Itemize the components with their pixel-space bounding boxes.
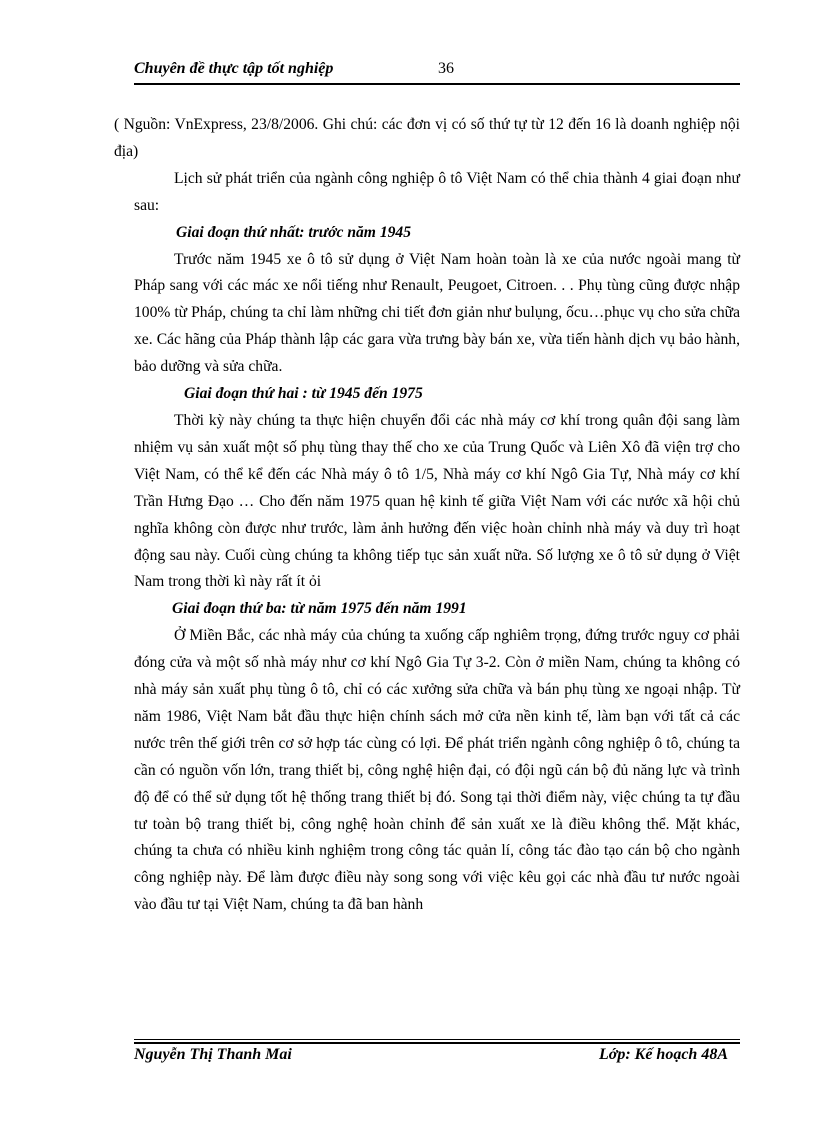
class-name: Lớp: Kế hoạch 48A	[598, 1046, 728, 1063]
stage2-heading: Giai đoạn thứ hai : từ 1945 đến 1975	[184, 385, 423, 403]
footer-divider-thick	[134, 1042, 740, 1044]
footer-divider-thin	[134, 1039, 740, 1040]
stage3-paragraph: Ở Miền Bắc, các nhà máy của chúng ta xuống cấp nghiêm trọng, đứng trước nguy cơ phải đóng cửa và một số nhà máy như cơ khí Ngô Gia Tự 3-2. Còn ở miền Nam, chúng ta không có nhà máy sản xuất phụ tùng ô tô, chỉ có các xưởng sửa chữa và bán phụ tùng xe ngoại nhập. Từ năm 1986, Việt Nam bắt đầu thực hiện chính sách mở cửa nền kinh tế, làm bạn với tất cả các nước trên thế giới trên cơ sở hợp tác cùng có lợi. Để phát triển ngành công nghiệp ô tô, chúng ta cần có nguồn vốn lớn, trang thiết bị, công nghệ hiện đại, có đội ngũ cán bộ đủ năng lực và trình độ để có thể sử dụng tốt hệ thống trang thiết bị đó. Song tại thời điểm này, việc chúng ta tự đầu tư toàn bộ trang thiết bị, công nghệ hoàn chỉnh để sản xuất xe là điều không thể. Mặt khác, chúng ta chưa có nhiều kinh nghiệm trong công tác quản lí, công tác đào tạo cán bộ cho ngành công nghiệp này. Để làm được điều này song song với việc kêu gọi các nhà đầu tư nước ngoài vào đầu tư tại Việt Nam, chúng ta đã ban hành	[134, 627, 740, 914]
stage3-heading: Giai đoạn thứ ba: từ năm 1975 đến năm 1991	[172, 600, 467, 618]
page-number: 36	[438, 60, 454, 77]
page-footer	[134, 1046, 740, 1068]
page-header	[134, 60, 740, 82]
header-divider	[134, 83, 740, 85]
document-title: Chuyên đề thực tập tốt nghiệp	[134, 60, 334, 77]
page-body	[114, 112, 740, 919]
stage1-paragraph: Trước năm 1945 xe ô tô sử dụng ở Việt Nam hoàn toàn là xe của nước ngoài mang từ Pháp sang với các mác xe nổi tiếng như Renault, Peugoet, Citroen. . . Phụ tùng cũng được nhập 100% từ Pháp, chúng ta chỉ làm những chi tiết đơn giản như bulụng, ốcu…phục vụ cho sửa chữa xe. Các hãng của Pháp thành lập các gara vừa trưng bày bán xe, vừa tiến hành dịch vụ bảo hành, bảo dưỡng và sửa chữa.	[134, 250, 740, 376]
source-note: ( Nguồn: VnExpress, 23/8/2006. Ghi chú: các đơn vị có số thứ tự từ 12 đến 16 là doanh nghiệp nội địa)	[114, 116, 740, 160]
intro-paragraph: Lịch sử phát triển của ngành công nghiệp ô tô Việt Nam có thể chia thành 4 giai đoạn như sau:	[134, 169, 740, 214]
author-name: Nguyễn Thị Thanh Mai	[134, 1046, 292, 1063]
stage2-paragraph: Thời kỳ này chúng ta thực hiện chuyển đổi các nhà máy cơ khí trong quân đội sang làm nhiệm vụ sản xuất một số phụ tùng thay thế cho xe của Trung Quốc và Liên Xô đã viện trợ cho Việt Nam, có thể kể đến các Nhà máy ô tô 1/5, Nhà máy cơ khí Ngô Gia Tự, Nhà máy cơ khí Trần Hưng Đạo … Cho đến năm 1975 quan hệ kinh tế giữa Việt Nam với các nước xã hội chủ nghĩa không còn được như trước, làm ảnh hưởng đến việc hoàn chỉnh nhà máy và duy trì hoạt động sau này. Cuối cùng chúng ta không tiếp tục sản xuất nữa. Số lượng xe ô tô sử dụng ở Việt Nam trong thời kì này rất ít ỏi	[134, 411, 740, 591]
stage1-heading: Giai đoạn thứ nhất: trước năm 1945	[176, 223, 412, 241]
